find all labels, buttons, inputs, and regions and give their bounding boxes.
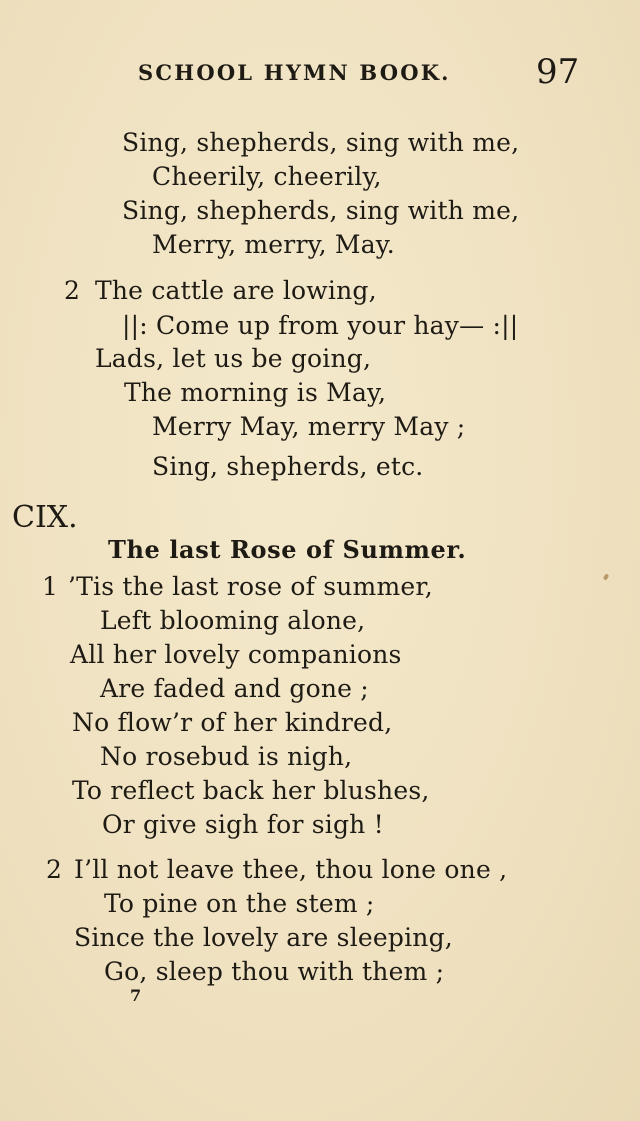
stanza-line: Go, sleep thou with them ;	[104, 957, 445, 986]
verse-line: Cheerily, cheerily,	[152, 162, 382, 191]
stanza-line: To pine on the stem ;	[104, 889, 375, 918]
verse-line: Sing, shepherds, sing with me,	[122, 128, 520, 157]
stanza-line: ’Tis the last rose of summer,	[68, 572, 433, 601]
verse-number: 2	[64, 276, 80, 305]
stanza-number: 1	[42, 572, 58, 601]
verse-line: The morning is May,	[124, 378, 387, 407]
stanza-line: No flow’r of her kindred,	[72, 708, 393, 737]
stanza-line: I’ll not leave thee, thou lone one ,	[74, 855, 508, 884]
verse-line: Lads, let us be going,	[95, 344, 372, 373]
stanza-line: Left blooming alone,	[100, 606, 366, 635]
hymn-numeral: CIX.	[12, 500, 78, 535]
verse-line: Sing, shepherds, etc.	[152, 452, 424, 481]
signature-mark: 7	[130, 986, 142, 1005]
stanza-line: All her lovely companions	[70, 640, 402, 669]
stanza-number: 2	[46, 855, 62, 884]
hymn-title: The last Rose of Summer.	[108, 535, 467, 564]
stanza-line: Since the lovely are sleeping,	[74, 923, 453, 952]
stanza-line: No rosebud is nigh,	[100, 742, 353, 771]
running-header: SCHOOL HYMN BOOK.	[138, 60, 451, 85]
verse-line: ||: Come up from your hay— :||	[122, 311, 519, 340]
verse-line: Sing, shepherds, sing with me,	[122, 196, 520, 225]
stanza-line: Or give sigh for sigh !	[102, 810, 384, 839]
verse-line: The cattle are lowing,	[95, 276, 377, 305]
paper-speck	[603, 573, 609, 580]
stanza-line: Are faded and gone ;	[100, 674, 369, 703]
verse-line: Merry May, merry May ;	[152, 412, 466, 441]
verse-line: Merry, merry, May.	[152, 230, 395, 259]
page-number: 97	[536, 52, 580, 92]
stanza-line: To reflect back her blushes,	[72, 776, 430, 805]
